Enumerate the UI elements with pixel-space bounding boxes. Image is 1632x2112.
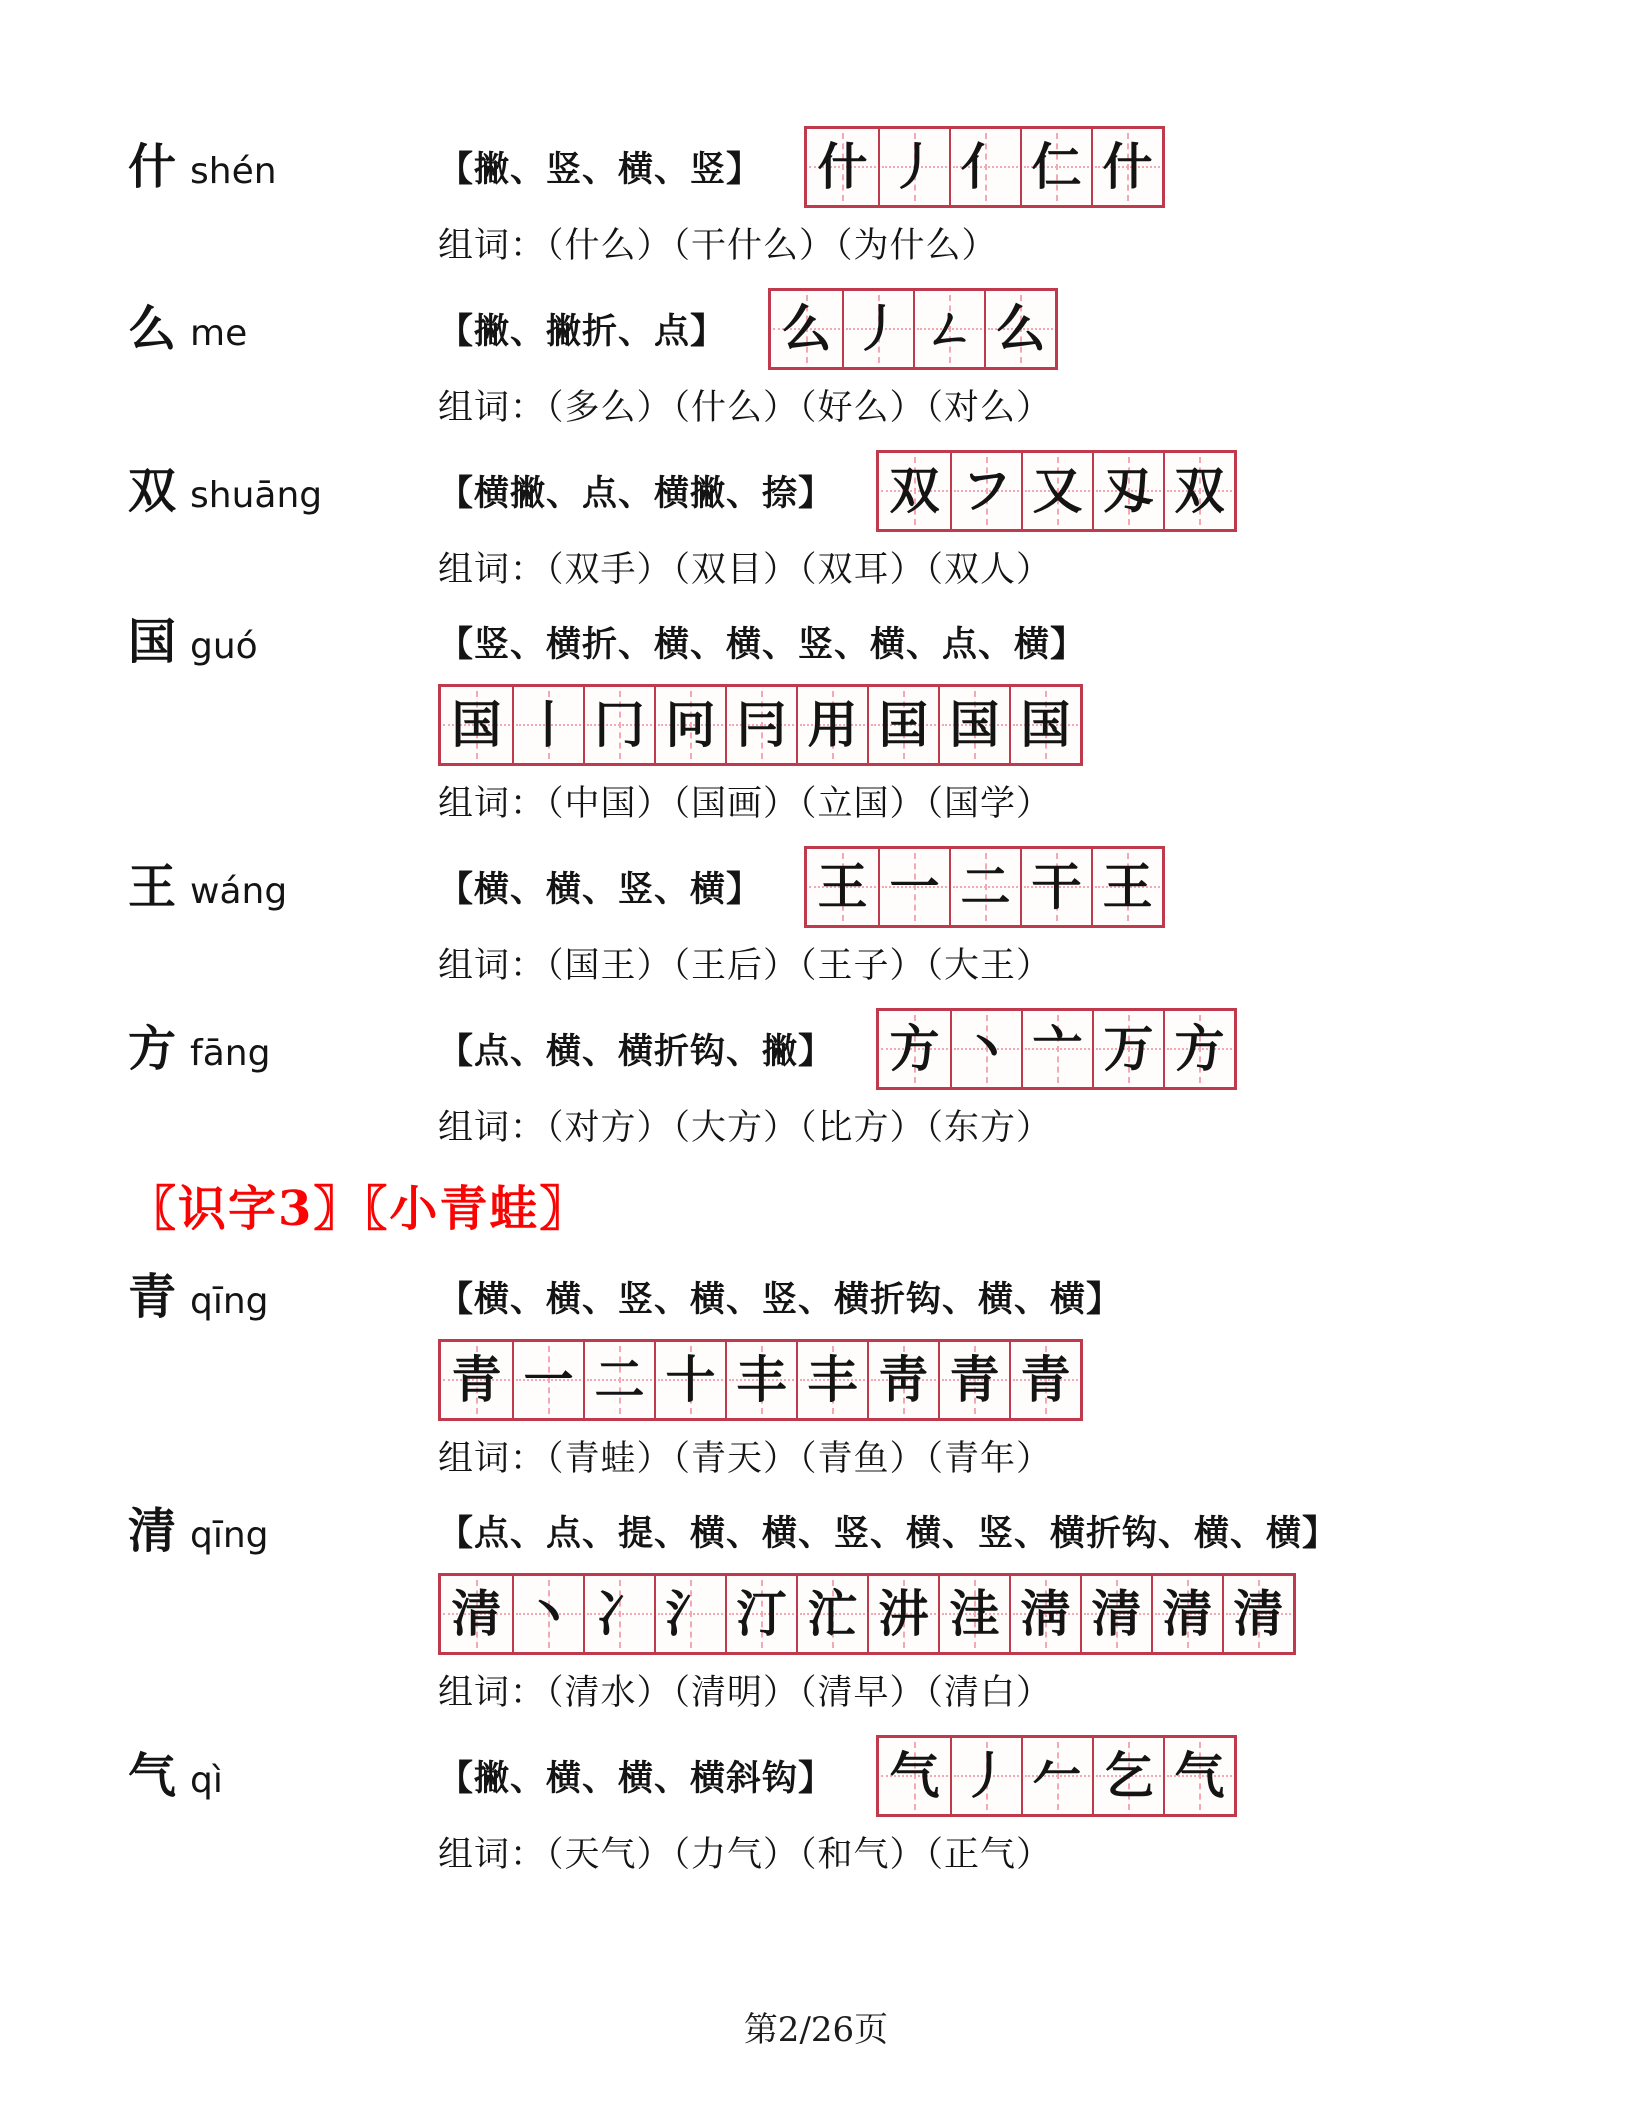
stroke-grid-cell <box>1163 453 1234 529</box>
stroke-grid-cell <box>1020 129 1091 205</box>
stroke-grid-cell <box>654 687 725 763</box>
stroke-grid-cell <box>938 1342 1009 1418</box>
stroke-grid-cell <box>583 687 654 763</box>
character-entry <box>128 612 1572 826</box>
stroke-step-glyph: 氵 <box>665 1584 716 1643</box>
stroke-step-glyph: 双 <box>1174 461 1225 520</box>
stroke-order-grid <box>804 846 1165 928</box>
entry-main-line <box>128 612 1572 672</box>
entry-main-line <box>128 126 1572 208</box>
entry-main-line <box>128 1735 1572 1817</box>
stroke-grid-cell <box>1009 1342 1080 1418</box>
stroke-grid-cell <box>807 849 878 925</box>
entry-head <box>128 1503 438 1559</box>
stroke-grid-cell <box>512 1342 583 1418</box>
stroke-step-glyph: 丿 <box>853 299 904 358</box>
stroke-grid-cell <box>949 849 1020 925</box>
stroke-grid-cell <box>1163 1011 1234 1087</box>
stroke-grid-cell <box>1020 849 1091 925</box>
stroke-step-glyph: 清 <box>451 1584 502 1643</box>
stroke-grid-cell <box>1092 1738 1163 1814</box>
stroke-step-glyph: 𠂉 <box>1032 1746 1083 1805</box>
stroke-step-glyph: 刄 <box>1103 461 1154 520</box>
character-entry <box>128 1501 1572 1715</box>
stroke-grid-cell <box>441 687 512 763</box>
stroke-step-glyph: ㄥ <box>924 299 975 358</box>
stroke-step-glyph: 么 <box>995 299 1046 358</box>
stroke-order-grid <box>438 684 1083 766</box>
stroke-step-glyph: 国 <box>451 695 502 754</box>
stroke-step-glyph: 青 <box>1020 1350 1071 1409</box>
stroke-grid-cell <box>654 1342 725 1418</box>
entry-main-line <box>128 1267 1572 1327</box>
stroke-grid-cell <box>949 129 1020 205</box>
stroke-grid-cell <box>512 1576 583 1652</box>
stroke-grid-cell <box>1222 1576 1293 1652</box>
stroke-step-glyph: 靑 <box>878 1350 929 1409</box>
stroke-step-glyph: 洼 <box>949 1584 1000 1643</box>
stroke-grid-cell <box>1009 687 1080 763</box>
stroke-grid-cell <box>807 129 878 205</box>
stroke-grid-cell <box>1021 453 1092 529</box>
entry-stroke-order: 【竖、横折、横、横、竖、横、点、横】 <box>438 624 1087 665</box>
stroke-grid-cell <box>1151 1576 1222 1652</box>
entries-section-2 <box>128 1267 1572 1877</box>
stroke-step-glyph: 淸 <box>1020 1584 1071 1643</box>
entry-stroke-order: 【横撇、点、横撇、捺】 <box>438 473 835 514</box>
stroke-grid-cell <box>796 1342 867 1418</box>
stroke-step-glyph: 一 <box>889 857 940 916</box>
stroke-step-glyph: 清 <box>1162 1584 1213 1643</box>
section-heading: 〖识字3〗〖小青蛙〗 <box>128 1181 590 1237</box>
stroke-grid-cell <box>1092 1011 1163 1087</box>
stroke-grid-cell <box>867 687 938 763</box>
entry-stroke-order: 【撇、竖、横、竖】 <box>438 149 763 190</box>
stroke-grid-cell <box>984 291 1055 367</box>
stroke-step-glyph: 二 <box>960 857 1011 916</box>
page-number: 第2/26页 <box>743 2010 889 2050</box>
entry-words: 组词：（多么）（什么）（好么）（对么） <box>438 388 1053 428</box>
stroke-grid-cell <box>583 1576 654 1652</box>
stroke-grid-cell <box>1021 1738 1092 1814</box>
entry-words: 组词：（清水）（清明）（清早）（清白） <box>438 1673 1053 1713</box>
entry-pinyin: qīng <box>190 1515 269 1556</box>
entry-hanzi: 清 <box>128 1503 177 1559</box>
stroke-step-glyph: 方 <box>1174 1019 1225 1078</box>
stroke-step-glyph: 冫 <box>594 1584 645 1643</box>
stroke-grid-cell <box>1163 1738 1234 1814</box>
stroke-step-glyph: 什 <box>1102 137 1153 196</box>
entry-words: 组词：（双手）（双目）（双耳）（双人） <box>438 550 1053 590</box>
stroke-step-glyph: 丶 <box>523 1584 574 1643</box>
character-entry <box>128 450 1572 592</box>
stroke-step-glyph: 气 <box>1174 1746 1225 1805</box>
entry-hanzi: 双 <box>128 463 177 519</box>
stroke-order-grid <box>768 288 1058 370</box>
entry-stroke-order: 【横、横、竖、横、竖、横折钩、横、横】 <box>438 1279 1123 1320</box>
character-entry <box>128 1267 1572 1481</box>
stroke-grid-cell <box>913 291 984 367</box>
character-entry <box>128 288 1572 430</box>
stroke-grid-cell <box>842 291 913 367</box>
stroke-grid-cell <box>938 1576 1009 1652</box>
entry-words: 组词：（中国）（国画）（立国）（国学） <box>438 784 1053 824</box>
stroke-step-glyph: 双 <box>889 461 940 520</box>
stroke-step-glyph: 丰 <box>807 1350 858 1409</box>
entry-hanzi: 气 <box>128 1748 177 1804</box>
stroke-step-glyph: 丰 <box>736 1350 787 1409</box>
stroke-step-glyph: 万 <box>1103 1019 1154 1078</box>
stroke-grid-cell <box>583 1342 654 1418</box>
stroke-step-glyph: 一 <box>523 1350 574 1409</box>
entry-hanzi: 方 <box>128 1021 177 1077</box>
stroke-step-glyph: 清 <box>1091 1584 1142 1643</box>
entry-hanzi: 王 <box>128 859 177 915</box>
stroke-step-glyph: フ <box>961 461 1012 520</box>
stroke-order-grid <box>876 1735 1237 1817</box>
stroke-grid-cell <box>1091 129 1162 205</box>
stroke-step-glyph: 汒 <box>807 1584 858 1643</box>
stroke-step-glyph: 汀 <box>736 1584 787 1643</box>
entry-pinyin: qì <box>190 1760 223 1801</box>
stroke-grid-cell <box>725 1342 796 1418</box>
entry-stroke-order: 【横、横、竖、横】 <box>438 869 763 910</box>
stroke-step-glyph: 干 <box>1031 857 1082 916</box>
stroke-grid-cell <box>1080 1576 1151 1652</box>
stroke-step-glyph: 方 <box>889 1019 940 1078</box>
entry-stroke-order: 【撇、横、横、横斜钩】 <box>438 1758 835 1799</box>
stroke-grid-cell <box>950 453 1021 529</box>
stroke-grid-line <box>438 1573 1572 1655</box>
character-entry <box>128 1008 1572 1150</box>
stroke-step-glyph: 青 <box>949 1350 1000 1409</box>
stroke-grid-cell <box>867 1576 938 1652</box>
entry-words: 组词：（国王）（王后）（王子）（大王） <box>438 946 1053 986</box>
entry-stroke-order: 【点、横、横折钩、撇】 <box>438 1031 835 1072</box>
stroke-order-grid <box>438 1339 1083 1421</box>
entry-head <box>128 301 438 357</box>
stroke-grid-cell <box>878 849 949 925</box>
entry-head <box>128 614 438 670</box>
character-entry <box>128 126 1572 268</box>
stroke-order-grid <box>438 1573 1296 1655</box>
stroke-step-glyph: 用 <box>807 695 858 754</box>
stroke-step-glyph: 亻 <box>960 137 1011 196</box>
entry-pinyin: guó <box>190 626 258 667</box>
stroke-grid-cell <box>796 1576 867 1652</box>
entry-pinyin: shuāng <box>190 475 323 516</box>
stroke-step-glyph: 什 <box>817 137 868 196</box>
stroke-step-glyph: 汫 <box>878 1584 929 1643</box>
stroke-grid-cell <box>796 687 867 763</box>
stroke-grid-cell <box>654 1576 725 1652</box>
entry-head <box>128 139 438 195</box>
stroke-step-glyph: 十 <box>665 1350 716 1409</box>
stroke-grid-cell <box>1092 453 1163 529</box>
entry-main-line <box>128 1008 1572 1090</box>
stroke-step-glyph: 么 <box>781 299 832 358</box>
entry-head <box>128 1748 438 1804</box>
stroke-step-glyph: 冋 <box>665 695 716 754</box>
stroke-grid-cell <box>441 1342 512 1418</box>
stroke-step-glyph: 王 <box>1102 857 1153 916</box>
entry-hanzi: 国 <box>128 614 177 670</box>
stroke-grid-cell <box>950 1738 1021 1814</box>
entry-words: 组词：（什么）（干什么）（为什么） <box>438 226 998 266</box>
stroke-step-glyph: 清 <box>1233 1584 1284 1643</box>
entry-pinyin: me <box>190 313 248 354</box>
stroke-grid-cell <box>879 1011 950 1087</box>
entry-stroke-order: 【撇、撇折、点】 <box>438 311 727 352</box>
stroke-step-glyph: 青 <box>451 1350 502 1409</box>
entry-main-line <box>128 450 1572 532</box>
stroke-grid-cell <box>879 1738 950 1814</box>
entry-words: 组词：（青蛙）（青天）（青鱼）（青年） <box>438 1439 1053 1479</box>
stroke-grid-cell <box>1021 1011 1092 1087</box>
stroke-step-glyph: 丿 <box>889 137 940 196</box>
stroke-order-grid <box>876 1008 1237 1090</box>
entry-hanzi: 么 <box>128 301 177 357</box>
stroke-grid-cell <box>1091 849 1162 925</box>
stroke-grid-cell <box>1009 1576 1080 1652</box>
stroke-grid-line <box>438 684 1572 766</box>
stroke-step-glyph: 冂 <box>594 695 645 754</box>
entry-words: 组词：（对方）（大方）（比方）（东方） <box>438 1108 1053 1148</box>
stroke-grid-cell <box>879 453 950 529</box>
entry-pinyin: shén <box>190 151 277 192</box>
entry-main-line <box>128 846 1572 928</box>
entries-section-1 <box>128 126 1572 1150</box>
entry-main-line <box>128 1501 1572 1561</box>
entry-pinyin: fāng <box>190 1033 271 1074</box>
entry-pinyin: qīng <box>190 1281 269 1322</box>
stroke-step-glyph: 丶 <box>961 1019 1012 1078</box>
entry-main-line <box>128 288 1572 370</box>
stroke-grid-cell <box>938 687 1009 763</box>
stroke-step-glyph: 国 <box>949 695 1000 754</box>
character-entry <box>128 1735 1572 1877</box>
stroke-grid-cell <box>867 1342 938 1418</box>
stroke-grid-line <box>438 1339 1572 1421</box>
stroke-grid-cell <box>771 291 842 367</box>
entry-head <box>128 1021 438 1077</box>
entry-hanzi: 青 <box>128 1269 177 1325</box>
stroke-step-glyph: 亠 <box>1032 1019 1083 1078</box>
stroke-order-grid <box>876 450 1237 532</box>
stroke-order-grid <box>804 126 1165 208</box>
stroke-grid-cell <box>725 687 796 763</box>
entry-pinyin: wáng <box>190 871 288 912</box>
stroke-grid-cell <box>950 1011 1021 1087</box>
stroke-step-glyph: 又 <box>1032 461 1083 520</box>
stroke-step-glyph: 王 <box>817 857 868 916</box>
stroke-grid-cell <box>512 687 583 763</box>
stroke-step-glyph: 丿 <box>961 1746 1012 1805</box>
entry-head <box>128 1269 438 1325</box>
entry-words: 组词：（天气）（力气）（和气）（正气） <box>438 1835 1053 1875</box>
stroke-grid-cell <box>725 1576 796 1652</box>
character-entry <box>128 846 1572 988</box>
stroke-step-glyph: 丨 <box>523 695 574 754</box>
entry-head <box>128 463 438 519</box>
stroke-step-glyph: 国 <box>1020 695 1071 754</box>
stroke-step-glyph: 冃 <box>736 695 787 754</box>
stroke-grid-cell <box>441 1576 512 1652</box>
stroke-step-glyph: 囯 <box>878 695 929 754</box>
stroke-step-glyph: 乞 <box>1103 1746 1154 1805</box>
entry-hanzi: 什 <box>128 139 177 195</box>
stroke-step-glyph: 仁 <box>1031 137 1082 196</box>
stroke-step-glyph: 气 <box>889 1746 940 1805</box>
entry-head <box>128 859 438 915</box>
stroke-grid-cell <box>878 129 949 205</box>
entry-stroke-order: 【点、点、提、横、横、竖、横、竖、横折钩、横、横】 <box>438 1513 1339 1554</box>
stroke-step-glyph: 二 <box>594 1350 645 1409</box>
